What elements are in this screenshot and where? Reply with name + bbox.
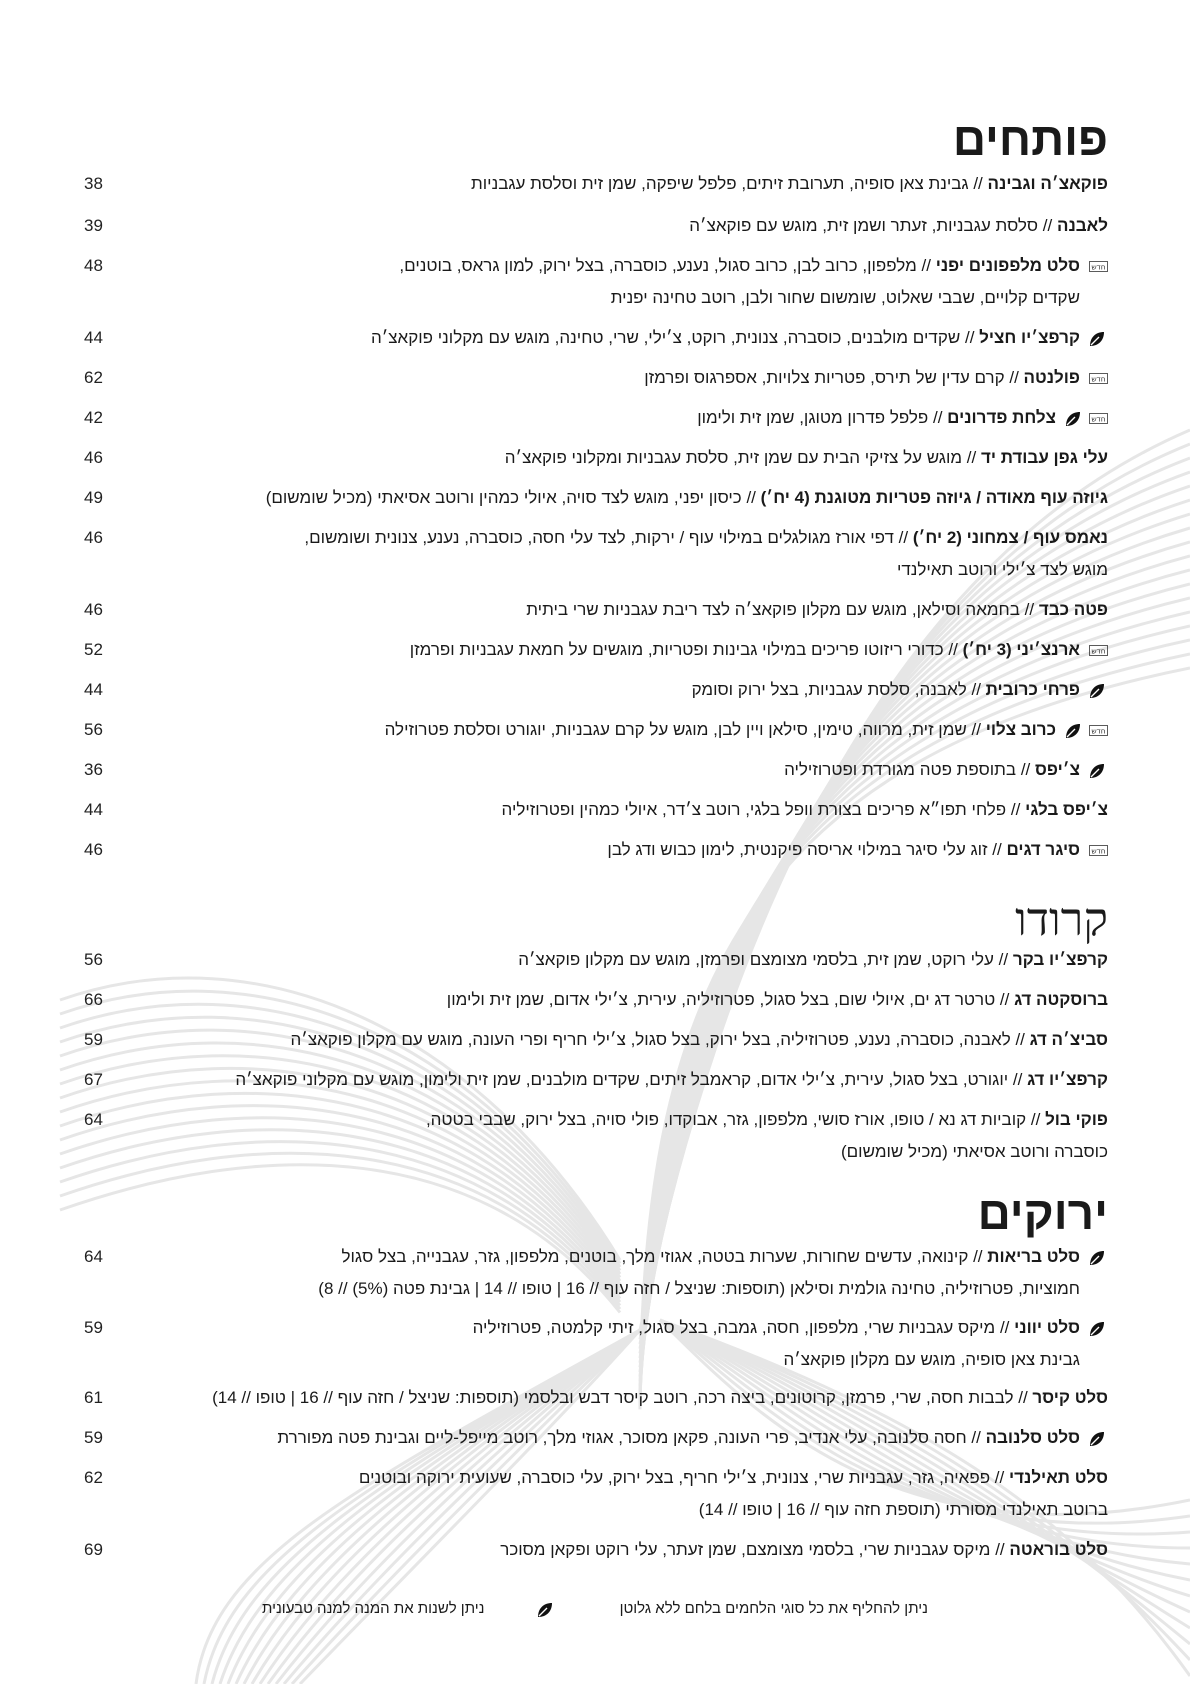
menu-item-price: 52 <box>84 640 103 659</box>
menu-item-name: עלי גפן עבודת יד <box>980 448 1108 467</box>
menu-item-name: קרפצ׳יו דג <box>1027 1070 1108 1089</box>
menu-item-text <box>644 362 1080 394</box>
section-title-starters: פותחים <box>952 113 1108 165</box>
menu-item-text <box>410 634 1080 666</box>
menu-item-name: ברוסקטה דג <box>1014 990 1108 1009</box>
menu-item-name: נאמס עוף / צמחוני (2 יח׳) <box>912 528 1108 547</box>
menu-item-price: 66 <box>84 990 103 1009</box>
leaf-icon <box>1088 762 1106 780</box>
menu-item-name: קרפצ׳יו חציל <box>979 328 1080 347</box>
menu-item-separator: // <box>995 1318 1015 1337</box>
menu-item-description: פלחי תפו״א פריכים בצורת וופל בלגי, רוטב צ׳דר, איולי כמהין ופטרוזיליה <box>501 800 1007 819</box>
menu-item-separator: // <box>968 174 988 193</box>
menu-item-price: 64 <box>84 1247 103 1266</box>
menu-item-separator: // <box>966 1428 986 1447</box>
menu-item-text <box>277 1422 1080 1454</box>
menu-item-price: 64 <box>84 1110 103 1129</box>
menu-item-price: 44 <box>84 328 103 347</box>
menu-item-description: מיקס עגבניות שרי, מלפפון, חסה, גמבה, בצל סגול, זיתי קלמטה, פטרוזיליה <box>472 1318 996 1337</box>
menu-item-text <box>235 1064 1108 1096</box>
menu-item-price: 46 <box>84 448 103 467</box>
menu-item-description-continued: כוסברה ורוטב אסיאתי (מכיל שומשום) <box>840 1142 1108 1161</box>
menu-item-separator: // <box>987 840 1007 859</box>
menu-item-description: מוגש על צזיקי הבית עם שמן זית, סלסת עגבניות ומקלוני פוקאצ׳ה <box>504 448 963 467</box>
menu-item-separator: // <box>893 528 913 547</box>
menu-item-name: צ׳יפס <box>1035 760 1080 779</box>
menu-item-name: צ׳יפס בלגי <box>1025 800 1108 819</box>
menu-item-description-continued: חמוציות, פטרוזיליה, טחינה גולמית וסילאן (תוספות: שניצל / חזה עוף // 16 | טופו // 14 | גבינת פטה (5%) // 8) <box>318 1279 1080 1298</box>
menu-item-separator: // <box>1026 1110 1046 1129</box>
item-markers <box>1054 722 1108 740</box>
menu-item-name: ארנצ׳יני (3 יח׳) <box>962 640 1080 659</box>
menu-item <box>84 834 1108 894</box>
menu-item <box>84 522 1108 582</box>
menu-item-text <box>502 794 1108 826</box>
leaf-icon <box>535 1600 555 1620</box>
menu-item-price: 62 <box>84 368 103 387</box>
menu-item-description: דפי אורז מגולגלים במילוי עוף / ירקות, לצד עלי חסה, כוסברה, נענע, צנונית ושומשום, <box>304 528 894 547</box>
menu-item-description: עלי רוקט, שמן זית, בלסמי מצומצם ופרמזן, מוגש עם מקלון פוקאצ׳ה <box>518 950 994 969</box>
menu-item-name: סיגר דגים <box>1006 840 1080 859</box>
menu-item-separator: // <box>916 256 936 275</box>
menu-item-name: פולנטה <box>1023 368 1080 387</box>
menu-item-description: גבינת צאן סופיה, תערובת זיתים, פלפל שיפקה, שמן זית וסלסת עגבניות <box>471 174 969 193</box>
menu-item-name: פרחי כרובית <box>985 680 1080 699</box>
menu-item-price: 61 <box>84 1388 103 1407</box>
menu-item-separator: // <box>993 950 1013 969</box>
legend-gluten-free-text: ניתן להחליף את כל סוגי הלחמים בלחם ללא גלוטן <box>619 1600 928 1617</box>
new-badge-icon <box>1089 261 1108 272</box>
svg-text:חדש: חדש <box>1091 846 1106 856</box>
menu-item-description: פלפל פדרון מטוגן, שמן זית ולימון <box>697 408 929 427</box>
menu-item-price: 59 <box>84 1030 103 1049</box>
menu-item-text <box>371 322 1080 354</box>
leaf-icon <box>1088 1430 1106 1448</box>
new-badge-icon <box>1089 645 1108 656</box>
menu-item-name: פוקאצ׳ה וגבינה <box>987 174 1108 193</box>
menu-item-price: 44 <box>84 800 103 819</box>
menu-item-name: כרוב צלוי <box>985 720 1056 739</box>
menu-item <box>84 1462 1108 1522</box>
menu-item <box>84 250 1108 310</box>
menu-item-price: 49 <box>84 488 103 507</box>
legend-vegan-text: ניתן לשנות את המנה למנה טבעונית <box>262 1600 485 1617</box>
menu-item-price: 44 <box>84 680 103 699</box>
menu-item-separator: // <box>943 640 963 659</box>
menu-item-text <box>304 522 1108 586</box>
menu-item-price: 48 <box>84 256 103 275</box>
menu-item-price: 46 <box>84 600 103 619</box>
menu-item-separator: // <box>990 1468 1009 1487</box>
menu-item-price: 46 <box>84 840 103 859</box>
menu-item-description: סלסת עגבניות, זעתר ושמן זית, מוגש עם פוקאצ׳ה <box>689 216 1039 235</box>
new-badge-icon <box>1089 845 1108 856</box>
menu-item-description: קרם עדין של תירס, פטריות צלויות, אספרגוס ופרמזן <box>644 368 1005 387</box>
leaf-icon <box>1088 1320 1106 1338</box>
menu-item-text <box>359 1462 1108 1526</box>
menu-item-description: טרטר דג ים, איולי שום, בצל סגול, פטרוזיליה, עירית, צ׳ילי אדום, שמן זית ולימון <box>446 990 996 1009</box>
menu-item-price: 56 <box>84 950 103 969</box>
menu-item-name: סלט קיסר <box>1032 1388 1108 1407</box>
menu-item-separator: // <box>741 488 761 507</box>
menu-item-description: מלפפון, כרוב לבן, כרוב סגול, נענע, כוסברה, בצל ירוק, למון גראס, בוטנים, <box>399 256 917 275</box>
menu-item-description: בתוספת פטה מגורדת ופטרוזיליה <box>784 760 1017 779</box>
menu-item <box>84 1104 1108 1164</box>
menu-item-separator: // <box>1004 368 1024 387</box>
menu-item-text <box>692 674 1080 706</box>
menu-item-description: לבבות חסה, שרי, פרמזן, קרוטונים, ביצה רכה, רוטב קיסר דבש ובלסמי (תוספות: שניצל / חזה עוף // 16 | טופו // 14) <box>212 1388 1014 1407</box>
menu-item-text <box>471 168 1108 200</box>
menu-item-description: חסה סלנובה, עלי אנדיב, פרי העונה, פקאן מסוכר, אגוזי מלך, רוטב מייפל-ליים וגבינת פטה מפוררת <box>277 1428 967 1447</box>
menu-item-separator: // <box>928 408 948 427</box>
menu-item <box>84 1312 1108 1372</box>
menu-item-text <box>518 944 1108 976</box>
menu-item-description-continued: מוגש לצד צ׳ילי ורוטב תאילנדי <box>896 560 1108 579</box>
menu-item-name: סלט תאילנדי <box>1008 1468 1108 1487</box>
menu-item-text <box>784 754 1080 786</box>
leaf-icon <box>1088 1249 1106 1267</box>
svg-text:חדש: חדש <box>1091 646 1106 656</box>
new-badge-icon <box>1089 373 1108 384</box>
leaf-icon <box>1064 410 1082 428</box>
menu-item-description: כיסון יפני, מוגש לצד סויה, איולי כמהין ורוטב אסיאתי (מכיל שומשום) <box>265 488 742 507</box>
menu-item-name: סביצ׳ה דג <box>1029 1030 1108 1049</box>
menu-item-price: 36 <box>84 760 103 779</box>
menu-item-text <box>689 210 1108 242</box>
menu-item-description: בחמאה וסילאן, מוגש עם מקלון פוקאצ׳ה לצד ריבת עגבניות שרי ביתית <box>526 600 1020 619</box>
svg-text:חדש: חדש <box>1091 374 1106 384</box>
menu-item-description: כדורי ריזוטו פריכים במילוי גבינות ופטריות, מוגשים על חמאת עגבניות ופרמזן <box>409 640 944 659</box>
menu-item-separator: // <box>1013 1388 1033 1407</box>
menu-item-description: קוביות דג נא / טופו, אורז סושי, מלפפון, גזר, אבוקדו, פולי סויה, בצל ירוק, שבבי בטטה, <box>425 1110 1027 1129</box>
menu-item-text <box>266 482 1108 514</box>
menu-item-text <box>426 1104 1108 1168</box>
menu-item-name: פטה כבד <box>1038 600 1108 619</box>
menu-item-description: מיקס עגבניות שרי, בלסמי מצומצם, שמן זעתר, עלי רוקט ופקאן מסוכר <box>500 1540 991 1559</box>
menu-item-price: 59 <box>84 1428 103 1447</box>
menu-item-text <box>473 1312 1080 1376</box>
menu-item-separator: // <box>968 1247 988 1266</box>
section-title-crudo: קרודו <box>1015 892 1108 946</box>
new-badge-icon <box>1089 413 1108 424</box>
menu-legend <box>0 1597 1190 1621</box>
menu-item-text <box>291 1024 1108 1056</box>
menu-item-description: קינואה, עדשים שחורות, שערות בטטה, אגוזי מלך, בוטנים, מלפפון, גזר, עגבנייה, בצל סגול <box>341 1247 969 1266</box>
menu-item-price: 59 <box>84 1318 103 1337</box>
menu-item-name: גיוזה עוף מאודה / גיוזה פטריות מטוגנת (4 יח׳) <box>760 488 1108 507</box>
menu-item-price: 38 <box>84 174 103 193</box>
menu-item-name: לאבנה <box>1056 216 1108 235</box>
leaf-icon <box>1088 330 1106 348</box>
menu-item-description: לאבנה, כוסברה, נענע, פטרוזיליה, בצל ירוק, בצל סגול, צ׳ילי חריף ופרי העונה, מוגש עם מקלון פוקאצ׳ה <box>290 1030 1011 1049</box>
menu-item-separator: // <box>1006 800 1026 819</box>
menu-item-text <box>447 984 1108 1016</box>
menu-item-separator: // <box>1019 600 1039 619</box>
menu-item-price: 42 <box>84 408 103 427</box>
svg-text:חדש: חדש <box>1091 726 1106 736</box>
menu-item-separator: // <box>1008 1070 1028 1089</box>
menu-item-separator: // <box>962 448 981 467</box>
menu-item-name: סלט מלפפונים יפני <box>935 256 1080 275</box>
menu-item-name: סלט סלנובה <box>985 1428 1080 1447</box>
menu-item-text <box>526 594 1108 626</box>
item-markers <box>1054 410 1108 428</box>
menu-item-separator: // <box>960 328 980 347</box>
leaf-icon <box>1088 682 1106 700</box>
menu-item-price: 62 <box>84 1468 103 1487</box>
menu-item-description-continued: גבינת צאן סופיה, מוגש עם מקלון פוקאצ׳ה <box>783 1350 1080 1369</box>
menu-item-text <box>607 834 1080 866</box>
menu-item-text <box>399 250 1080 314</box>
menu-item-separator: // <box>1038 216 1057 235</box>
menu-item-price: 56 <box>84 720 103 739</box>
svg-text:חדש: חדש <box>1091 262 1106 272</box>
menu-item-separator: // <box>966 720 986 739</box>
menu-item-description: יוגורט, בצל סגול, עירית, צ׳ילי אדום, קראמבל זיתים, שקדים מולבנים, שמן זית ולימון, מוגש עם מקלוני פוקאצ׳ה <box>235 1070 1009 1089</box>
menu-item-description: שקדים מולבנים, כוסברה, צנונית, רוקט, צ׳ילי, שרי, טחינה, מוגש עם מקלוני פוקאצ׳ה <box>370 328 961 347</box>
menu-item-price: 46 <box>84 528 103 547</box>
menu-item-description: פפאיה, גזר, עגבניות שרי, צנונית, צ׳ילי חריף, בצל ירוק, עלי כוסברה, שעועית ירוקה ובוטנים <box>358 1468 991 1487</box>
menu-item-name: פוקי בול <box>1045 1110 1108 1129</box>
menu-item-name: סלט בוראטה <box>1009 1540 1108 1559</box>
menu-item-separator: // <box>966 680 986 699</box>
menu-item-text <box>697 402 1056 434</box>
menu-item-price: 69 <box>84 1540 103 1559</box>
menu-item <box>84 1534 1108 1594</box>
menu-item-text <box>500 1534 1108 1566</box>
menu-item-price: 67 <box>84 1070 103 1089</box>
menu-item-name: סלט יווני <box>1014 1318 1080 1337</box>
menu-item-separator: // <box>990 1540 1010 1559</box>
svg-text:חדש: חדש <box>1091 414 1106 424</box>
menu-item-separator: // <box>1016 760 1035 779</box>
menu-item-separator: // <box>995 990 1015 1009</box>
menu-item <box>84 1241 1108 1301</box>
menu-item-text <box>318 1241 1080 1305</box>
leaf-icon <box>1064 722 1082 740</box>
menu-item-name: סלט בריאות <box>987 1247 1080 1266</box>
menu-item-text <box>385 714 1056 746</box>
menu-item-text <box>212 1382 1108 1414</box>
menu-item-description: זוג עלי סיגר במילוי אריסה פיקנטית, לימון כבוש ודג לבן <box>607 840 988 859</box>
menu-item-separator: // <box>1010 1030 1030 1049</box>
section-title-salads: ירוקים <box>977 1187 1108 1239</box>
menu-item-text <box>505 442 1108 474</box>
menu-item-name: קרפצ׳יו בקר <box>1012 950 1108 969</box>
menu-item-name: צלחת פדרונים <box>947 408 1056 427</box>
menu-item-description: שמן זית, מרווה, טימין, סילאן ויין לבן, מוגש על קרם עגבניות, יוגורט וסלסת פטרוזילה <box>384 720 967 739</box>
menu-item-description: לאבנה, סלסת עגבניות, בצל ירוק וסומק <box>691 680 967 699</box>
menu-item-description-continued: שקדים קלויים, שבבי שאלוט, שומשום שחור ולבן, רוטב טחינה יפנית <box>610 288 1080 307</box>
menu-item-price: 39 <box>84 216 103 235</box>
menu-item-description-continued: ברוטב תאילנדי מסורתי (תוספת חזה עוף // 16 | טופו // 14) <box>698 1500 1108 1519</box>
new-badge-icon <box>1089 725 1108 736</box>
